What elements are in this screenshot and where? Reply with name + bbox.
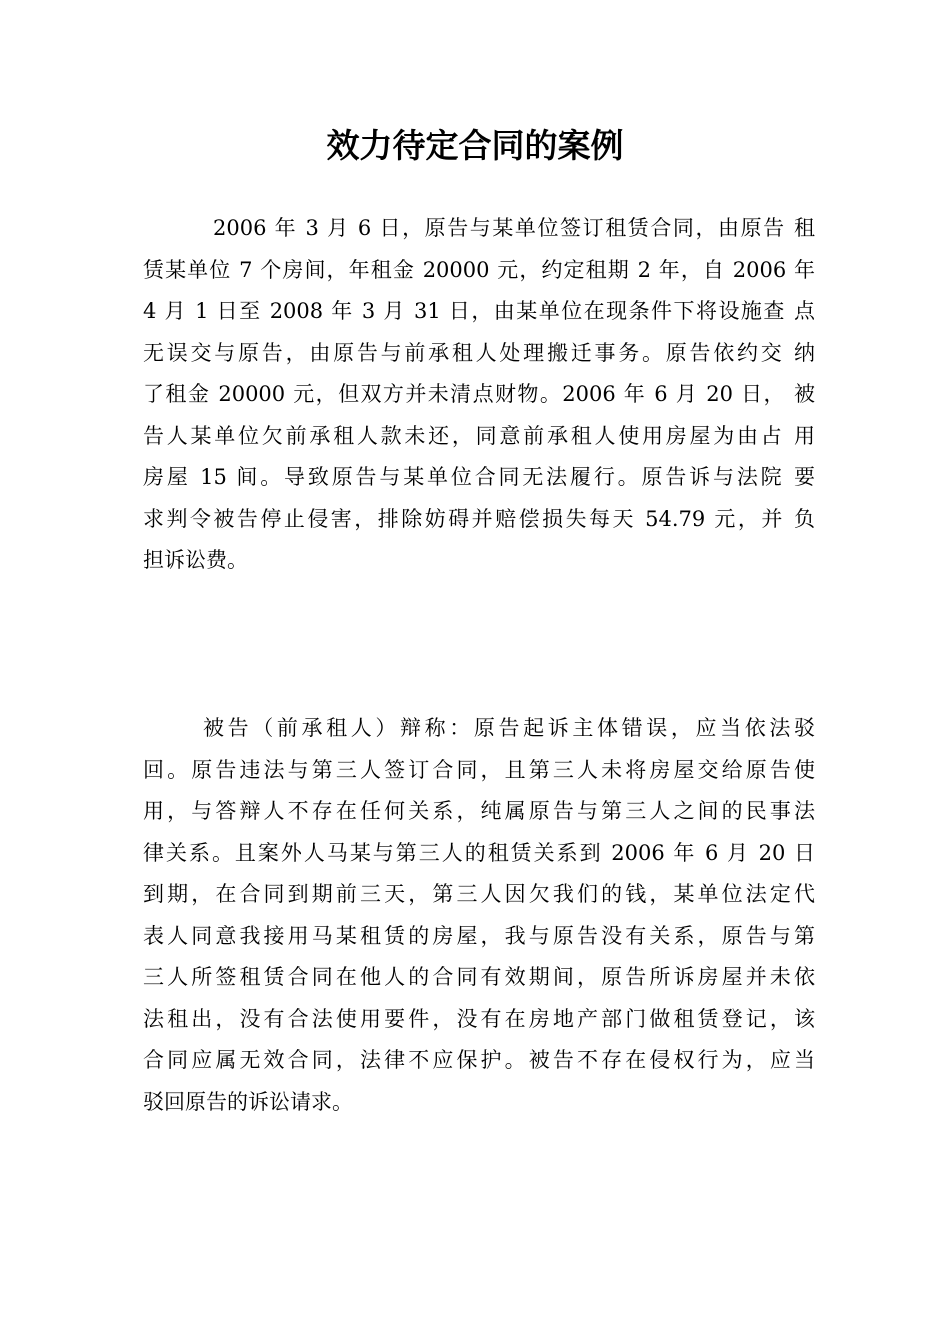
text-line: 了租金 20000 元，但双方并未清点财物。2006 年 6 月 20 日， 被	[143, 382, 815, 406]
text-line: 到期，在合同到期前三天，第三人因欠我们的钱，某单位法定代	[143, 882, 815, 906]
paragraph-defendant-response	[143, 708, 815, 1123]
paragraph-plaintiff-claim	[143, 208, 815, 582]
text-line: 被告（前承租人）辩称：原告起诉主体错误，应当依法驳	[203, 716, 815, 740]
text-line: 求判令被告停止侵害，排除妨碍并赔偿损失每天 54.79 元，并 负	[143, 506, 815, 531]
text-line: 房屋 15 间。导致原告与某单位合同无法履行。原告诉与法院 要	[143, 465, 815, 489]
document-title: 效力待定合同的案例	[326, 126, 624, 165]
text-line: 2006 年 3 月 6 日，原告与某单位签订租赁合同，由原告 租	[213, 216, 815, 240]
text-line: 三人所签租赁合同在他人的合同有效期间，原告所诉房屋并未依	[143, 965, 815, 989]
text-line: 驳回原告的诉讼请求。	[143, 1089, 353, 1114]
text-line: 回。原告违法与第三人签订合同，且第三人未将房屋交给原告使	[143, 757, 815, 782]
text-line: 担诉讼费。	[143, 548, 248, 572]
text-line: 用，与答辩人不存在任何关系，纯属原告与第三人之间的民事法	[143, 799, 815, 823]
text-line: 律关系。且案外人马某与第三人的租赁关系到 2006 年 6 月 20 日	[143, 840, 815, 865]
text-line: 告人某单位欠前承租人款未还，同意前承租人使用房屋为由占 用	[143, 423, 815, 448]
text-line: 赁某单位 7 个房间，年租金 20000 元，约定租期 2 年，自 2006 年	[143, 257, 815, 282]
text-line: 合同应属无效合同，法律不应保护。被告不存在侵权行为，应当	[143, 1048, 815, 1072]
text-line: 无误交与原告，由原告与前承租人处理搬迁事务。原告依约交 纳	[143, 340, 815, 365]
text-line: 4 月 1 日至 2008 年 3 月 31 日，由某单位在现条件下将设施查 点	[143, 299, 815, 323]
text-line: 表人同意我接用马某租赁的房屋，我与原告没有关系，原告与第	[143, 923, 815, 948]
text-line: 法租出，没有合法使用要件，没有在房地产部门做租赁登记，该	[143, 1006, 815, 1031]
